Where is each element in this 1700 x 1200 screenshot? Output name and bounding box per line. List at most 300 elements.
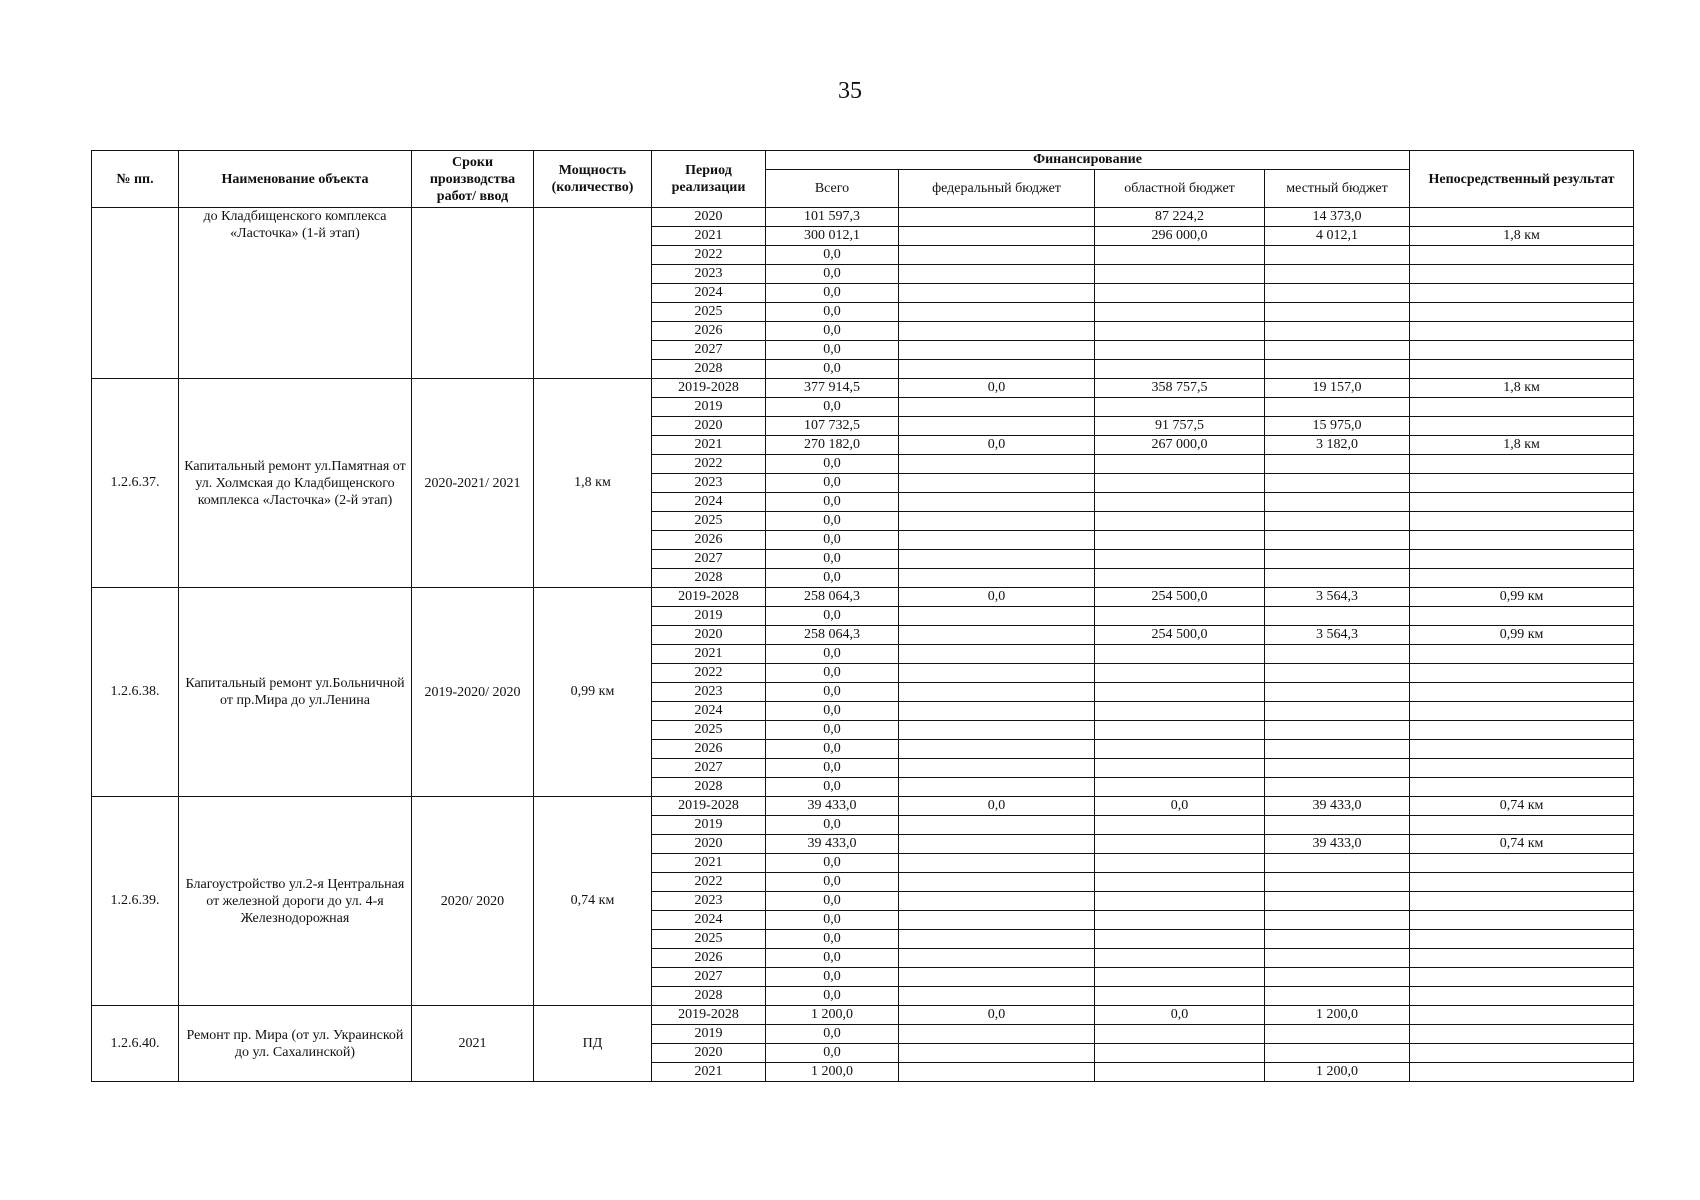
cell-period: 2025	[652, 930, 766, 949]
cell-result	[1410, 208, 1634, 227]
cell-regional: 87 224,2	[1095, 208, 1265, 227]
cell-local	[1265, 892, 1410, 911]
cell-result	[1410, 873, 1634, 892]
cell-local	[1265, 455, 1410, 474]
cell-federal: 0,0	[899, 379, 1095, 398]
object-number: 1.2.6.39.	[92, 797, 179, 1006]
table-header	[92, 151, 1634, 208]
cell-local	[1265, 303, 1410, 322]
cell-result	[1410, 341, 1634, 360]
cell-total: 0,0	[766, 949, 899, 968]
cell-regional	[1095, 265, 1265, 284]
cell-federal	[899, 949, 1095, 968]
cell-result	[1410, 265, 1634, 284]
cell-local	[1265, 607, 1410, 626]
cell-regional	[1095, 569, 1265, 588]
cell-result	[1410, 246, 1634, 265]
cell-local: 3 564,3	[1265, 626, 1410, 645]
cell-local	[1265, 341, 1410, 360]
cell-federal: 0,0	[899, 1006, 1095, 1025]
object-capacity: 1,8 км	[534, 379, 652, 588]
cell-total: 0,0	[766, 607, 899, 626]
cell-period: 2023	[652, 683, 766, 702]
cell-regional	[1095, 892, 1265, 911]
cell-regional: 267 000,0	[1095, 436, 1265, 455]
cell-regional	[1095, 1063, 1265, 1082]
cell-local	[1265, 1025, 1410, 1044]
cell-period: 2024	[652, 284, 766, 303]
table-row	[92, 588, 1634, 607]
cell-result	[1410, 455, 1634, 474]
cell-period: 2027	[652, 968, 766, 987]
cell-total: 0,0	[766, 322, 899, 341]
object-number: 1.2.6.40.	[92, 1006, 179, 1082]
cell-period: 2026	[652, 949, 766, 968]
cell-period: 2028	[652, 778, 766, 797]
cell-regional	[1095, 493, 1265, 512]
object-name: Капитальный ремонт ул.Памятная от ул. Холмская до Кладбищенского комплекса «Ласточка» (2-й этап)	[179, 379, 412, 588]
cell-regional	[1095, 664, 1265, 683]
cell-regional	[1095, 683, 1265, 702]
cell-period: 2021	[652, 645, 766, 664]
cell-federal	[899, 1025, 1095, 1044]
object-capacity	[534, 208, 652, 379]
cell-regional	[1095, 246, 1265, 265]
cell-federal	[899, 778, 1095, 797]
cell-period: 2023	[652, 474, 766, 493]
cell-regional: 91 757,5	[1095, 417, 1265, 436]
cell-regional	[1095, 968, 1265, 987]
cell-result	[1410, 493, 1634, 512]
cell-period: 2019	[652, 816, 766, 835]
header-regional: областной бюджет	[1095, 170, 1265, 208]
cell-local	[1265, 930, 1410, 949]
cell-local	[1265, 550, 1410, 569]
cell-result	[1410, 398, 1634, 417]
cell-local: 19 157,0	[1265, 379, 1410, 398]
cell-period: 2019-2028	[652, 588, 766, 607]
cell-regional: 0,0	[1095, 797, 1265, 816]
cell-federal	[899, 1044, 1095, 1063]
header-num: № пп.	[92, 151, 179, 208]
cell-regional	[1095, 873, 1265, 892]
cell-total: 0,0	[766, 968, 899, 987]
cell-period: 2022	[652, 455, 766, 474]
cell-result	[1410, 702, 1634, 721]
cell-regional	[1095, 531, 1265, 550]
cell-federal	[899, 208, 1095, 227]
cell-result	[1410, 645, 1634, 664]
cell-total: 0,0	[766, 645, 899, 664]
cell-local: 4 012,1	[1265, 227, 1410, 246]
cell-result	[1410, 759, 1634, 778]
table-row	[92, 208, 1634, 227]
cell-federal	[899, 645, 1095, 664]
cell-period: 2026	[652, 531, 766, 550]
cell-total: 377 914,5	[766, 379, 899, 398]
cell-federal	[899, 341, 1095, 360]
cell-federal	[899, 246, 1095, 265]
cell-local: 39 433,0	[1265, 835, 1410, 854]
cell-result: 0,74 км	[1410, 835, 1634, 854]
cell-result	[1410, 683, 1634, 702]
cell-federal	[899, 702, 1095, 721]
cell-period: 2019	[652, 1025, 766, 1044]
cell-period: 2027	[652, 341, 766, 360]
cell-federal	[899, 531, 1095, 550]
cell-period: 2022	[652, 664, 766, 683]
cell-regional: 358 757,5	[1095, 379, 1265, 398]
cell-result	[1410, 968, 1634, 987]
cell-result	[1410, 512, 1634, 531]
cell-regional	[1095, 398, 1265, 417]
cell-period: 2028	[652, 569, 766, 588]
cell-regional	[1095, 854, 1265, 873]
cell-regional	[1095, 740, 1265, 759]
cell-federal	[899, 607, 1095, 626]
cell-result: 0,74 км	[1410, 797, 1634, 816]
cell-total: 0,0	[766, 683, 899, 702]
object-capacity: ПД	[534, 1006, 652, 1082]
table-row	[92, 797, 1634, 816]
cell-period: 2020	[652, 417, 766, 436]
cell-result	[1410, 1006, 1634, 1025]
cell-regional	[1095, 702, 1265, 721]
cell-total: 0,0	[766, 265, 899, 284]
cell-federal	[899, 493, 1095, 512]
cell-result	[1410, 303, 1634, 322]
cell-total: 0,0	[766, 360, 899, 379]
cell-federal	[899, 303, 1095, 322]
header-period: Период реализации	[652, 151, 766, 208]
cell-result	[1410, 854, 1634, 873]
table-row	[92, 379, 1634, 398]
cell-federal	[899, 854, 1095, 873]
cell-total: 258 064,3	[766, 588, 899, 607]
cell-local: 14 373,0	[1265, 208, 1410, 227]
cell-result: 1,8 км	[1410, 436, 1634, 455]
cell-total: 39 433,0	[766, 797, 899, 816]
cell-local	[1265, 1044, 1410, 1063]
cell-local	[1265, 474, 1410, 493]
cell-local	[1265, 512, 1410, 531]
cell-local	[1265, 702, 1410, 721]
cell-regional	[1095, 341, 1265, 360]
cell-federal	[899, 911, 1095, 930]
object-terms: 2019-2020/ 2020	[412, 588, 534, 797]
cell-local	[1265, 493, 1410, 512]
cell-period: 2025	[652, 721, 766, 740]
cell-total: 300 012,1	[766, 227, 899, 246]
cell-regional	[1095, 930, 1265, 949]
cell-federal: 0,0	[899, 588, 1095, 607]
header-local: местный бюджет	[1265, 170, 1410, 208]
cell-total: 0,0	[766, 474, 899, 493]
cell-total: 107 732,5	[766, 417, 899, 436]
cell-regional	[1095, 987, 1265, 1006]
cell-local	[1265, 949, 1410, 968]
cell-local: 15 975,0	[1265, 417, 1410, 436]
cell-total: 0,0	[766, 702, 899, 721]
cell-local: 39 433,0	[1265, 797, 1410, 816]
cell-total: 0,0	[766, 759, 899, 778]
cell-total: 101 597,3	[766, 208, 899, 227]
cell-local	[1265, 265, 1410, 284]
cell-result	[1410, 778, 1634, 797]
cell-federal	[899, 265, 1095, 284]
cell-result	[1410, 284, 1634, 303]
cell-federal	[899, 398, 1095, 417]
header-terms: Сроки производства работ/ ввод	[412, 151, 534, 208]
cell-local	[1265, 683, 1410, 702]
cell-result: 1,8 км	[1410, 379, 1634, 398]
cell-local	[1265, 531, 1410, 550]
object-number	[92, 208, 179, 379]
cell-local	[1265, 322, 1410, 341]
header-capacity: Мощность (количество)	[534, 151, 652, 208]
cell-regional	[1095, 949, 1265, 968]
cell-federal	[899, 417, 1095, 436]
cell-total: 0,0	[766, 778, 899, 797]
cell-federal: 0,0	[899, 797, 1095, 816]
cell-period: 2021	[652, 227, 766, 246]
cell-total: 258 064,3	[766, 626, 899, 645]
financing-table	[91, 150, 1634, 1082]
cell-local	[1265, 968, 1410, 987]
cell-period: 2019-2028	[652, 797, 766, 816]
cell-local	[1265, 645, 1410, 664]
cell-local	[1265, 246, 1410, 265]
cell-period: 2019-2028	[652, 1006, 766, 1025]
cell-federal	[899, 721, 1095, 740]
cell-period: 2024	[652, 911, 766, 930]
cell-result	[1410, 721, 1634, 740]
object-name: Ремонт пр. Мира (от ул. Украинской до ул. Сахалинской)	[179, 1006, 412, 1082]
cell-regional	[1095, 835, 1265, 854]
cell-federal	[899, 550, 1095, 569]
cell-result	[1410, 892, 1634, 911]
cell-regional	[1095, 550, 1265, 569]
object-capacity: 0,99 км	[534, 588, 652, 797]
header-federal: федеральный бюджет	[899, 170, 1095, 208]
object-name: Капитальный ремонт ул.Больничной от пр.Мира до ул.Ленина	[179, 588, 412, 797]
cell-local	[1265, 664, 1410, 683]
cell-federal	[899, 455, 1095, 474]
cell-total: 0,0	[766, 911, 899, 930]
cell-local	[1265, 721, 1410, 740]
cell-result	[1410, 987, 1634, 1006]
cell-total: 0,0	[766, 493, 899, 512]
cell-local	[1265, 816, 1410, 835]
cell-result	[1410, 550, 1634, 569]
header-name: Наименование объекта	[179, 151, 412, 208]
cell-total: 0,0	[766, 816, 899, 835]
cell-local	[1265, 569, 1410, 588]
cell-period: 2027	[652, 759, 766, 778]
cell-period: 2028	[652, 360, 766, 379]
cell-total: 0,0	[766, 569, 899, 588]
cell-period: 2026	[652, 322, 766, 341]
cell-federal	[899, 474, 1095, 493]
cell-period: 2021	[652, 1063, 766, 1082]
cell-result	[1410, 607, 1634, 626]
cell-regional	[1095, 512, 1265, 531]
page-number: 35	[838, 78, 862, 104]
cell-regional	[1095, 1025, 1265, 1044]
cell-total: 39 433,0	[766, 835, 899, 854]
cell-local	[1265, 854, 1410, 873]
cell-total: 0,0	[766, 550, 899, 569]
cell-federal	[899, 626, 1095, 645]
cell-local	[1265, 987, 1410, 1006]
object-name: Благоустройство ул.2-я Центральная от железной дороги до ул. 4-я Железнодорожная	[179, 797, 412, 1006]
cell-total: 0,0	[766, 531, 899, 550]
object-capacity: 0,74 км	[534, 797, 652, 1006]
cell-local	[1265, 360, 1410, 379]
cell-period: 2021	[652, 436, 766, 455]
object-number: 1.2.6.37.	[92, 379, 179, 588]
cell-period: 2025	[652, 512, 766, 531]
cell-regional	[1095, 759, 1265, 778]
cell-local	[1265, 873, 1410, 892]
cell-result	[1410, 664, 1634, 683]
cell-period: 2026	[652, 740, 766, 759]
cell-result: 0,99 км	[1410, 626, 1634, 645]
cell-period: 2022	[652, 873, 766, 892]
object-name: до Кладбищенского комплекса «Ласточка» (1-й этап)	[179, 208, 412, 379]
cell-federal	[899, 987, 1095, 1006]
cell-regional	[1095, 322, 1265, 341]
cell-federal	[899, 892, 1095, 911]
cell-federal	[899, 835, 1095, 854]
cell-result	[1410, 322, 1634, 341]
cell-result	[1410, 1044, 1634, 1063]
cell-total: 0,0	[766, 455, 899, 474]
cell-period: 2019-2028	[652, 379, 766, 398]
cell-federal	[899, 968, 1095, 987]
cell-result	[1410, 569, 1634, 588]
cell-period: 2025	[652, 303, 766, 322]
cell-local	[1265, 398, 1410, 417]
cell-result	[1410, 531, 1634, 550]
cell-regional	[1095, 360, 1265, 379]
cell-local: 3 182,0	[1265, 436, 1410, 455]
header-financing: Финансирование	[766, 151, 1410, 170]
cell-result	[1410, 930, 1634, 949]
cell-result: 1,8 км	[1410, 227, 1634, 246]
cell-federal	[899, 1063, 1095, 1082]
cell-total: 1 200,0	[766, 1006, 899, 1025]
cell-local: 1 200,0	[1265, 1063, 1410, 1082]
cell-federal	[899, 930, 1095, 949]
cell-total: 0,0	[766, 873, 899, 892]
cell-federal	[899, 759, 1095, 778]
cell-regional	[1095, 474, 1265, 493]
cell-total: 0,0	[766, 1025, 899, 1044]
cell-total: 0,0	[766, 854, 899, 873]
cell-local	[1265, 778, 1410, 797]
cell-result	[1410, 417, 1634, 436]
cell-local	[1265, 740, 1410, 759]
cell-period: 2023	[652, 892, 766, 911]
cell-period: 2024	[652, 493, 766, 512]
cell-regional	[1095, 721, 1265, 740]
cell-total: 1 200,0	[766, 1063, 899, 1082]
cell-result: 0,99 км	[1410, 588, 1634, 607]
cell-total: 0,0	[766, 512, 899, 531]
cell-federal	[899, 322, 1095, 341]
object-terms: 2020-2021/ 2021	[412, 379, 534, 588]
header-total: Всего	[766, 170, 899, 208]
object-number: 1.2.6.38.	[92, 588, 179, 797]
cell-total: 0,0	[766, 246, 899, 265]
cell-period: 2022	[652, 246, 766, 265]
cell-total: 270 182,0	[766, 436, 899, 455]
cell-regional	[1095, 1044, 1265, 1063]
cell-regional	[1095, 645, 1265, 664]
cell-result	[1410, 360, 1634, 379]
cell-federal	[899, 873, 1095, 892]
cell-total: 0,0	[766, 987, 899, 1006]
cell-federal	[899, 227, 1095, 246]
cell-total: 0,0	[766, 303, 899, 322]
object-terms: 2021	[412, 1006, 534, 1082]
cell-period: 2020	[652, 626, 766, 645]
cell-regional	[1095, 303, 1265, 322]
cell-total: 0,0	[766, 740, 899, 759]
table-body	[92, 208, 1634, 1082]
cell-federal	[899, 740, 1095, 759]
cell-regional	[1095, 607, 1265, 626]
cell-federal	[899, 569, 1095, 588]
cell-regional	[1095, 816, 1265, 835]
cell-federal	[899, 512, 1095, 531]
cell-regional	[1095, 911, 1265, 930]
cell-regional: 0,0	[1095, 1006, 1265, 1025]
cell-total: 0,0	[766, 341, 899, 360]
cell-federal	[899, 816, 1095, 835]
cell-federal	[899, 683, 1095, 702]
cell-result	[1410, 1025, 1634, 1044]
cell-regional: 254 500,0	[1095, 626, 1265, 645]
object-terms: 2020/ 2020	[412, 797, 534, 1006]
cell-total: 0,0	[766, 664, 899, 683]
cell-period: 2028	[652, 987, 766, 1006]
cell-result	[1410, 816, 1634, 835]
cell-result	[1410, 474, 1634, 493]
cell-period: 2019	[652, 398, 766, 417]
cell-period: 2024	[652, 702, 766, 721]
cell-local: 3 564,3	[1265, 588, 1410, 607]
cell-result	[1410, 911, 1634, 930]
cell-regional	[1095, 455, 1265, 474]
cell-period: 2020	[652, 835, 766, 854]
cell-federal: 0,0	[899, 436, 1095, 455]
header-result: Непосредственный результат	[1410, 151, 1634, 208]
cell-total: 0,0	[766, 398, 899, 417]
cell-period: 2027	[652, 550, 766, 569]
cell-local: 1 200,0	[1265, 1006, 1410, 1025]
cell-regional	[1095, 778, 1265, 797]
cell-result	[1410, 1063, 1634, 1082]
cell-regional	[1095, 284, 1265, 303]
cell-result	[1410, 949, 1634, 968]
cell-regional: 254 500,0	[1095, 588, 1265, 607]
cell-period: 2021	[652, 854, 766, 873]
cell-period: 2020	[652, 1044, 766, 1063]
object-terms	[412, 208, 534, 379]
cell-result	[1410, 740, 1634, 759]
